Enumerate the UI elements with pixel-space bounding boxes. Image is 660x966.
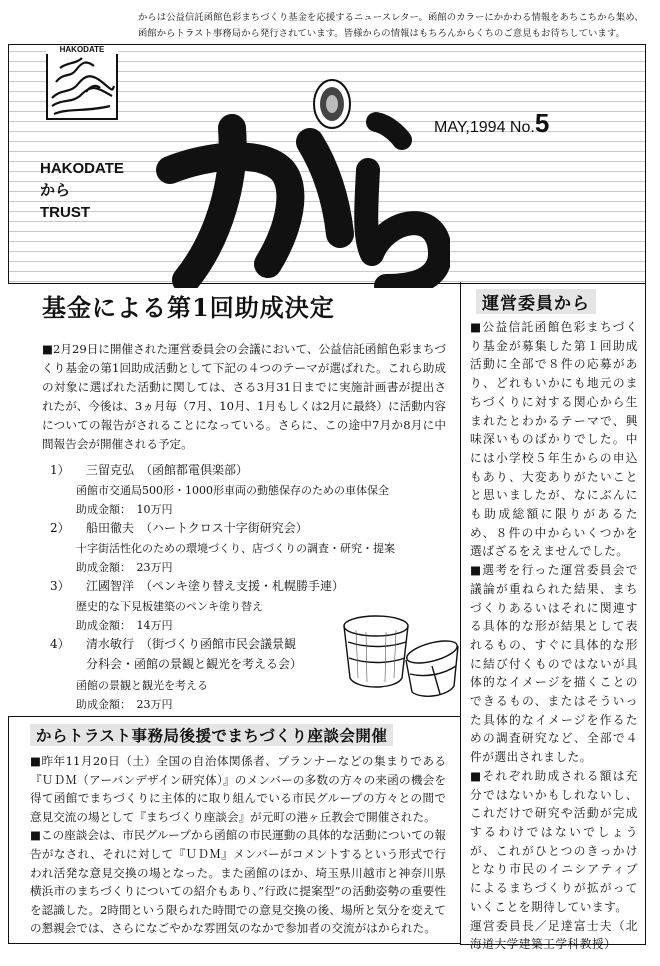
grant-number: 4）: [50, 637, 70, 651]
main-article-title: 基金による第1回助成決定: [42, 293, 335, 322]
grant-amount: 助成金額： 14万円: [76, 619, 173, 632]
grant-description: 函館の景観と観光を考える: [76, 679, 208, 692]
bottom-article-body: [30, 752, 446, 938]
masthead-name-line: から: [40, 182, 71, 199]
grant-recipient: 清水敏行 （街づくり函館市民会議景観: [86, 637, 297, 651]
grant-number: 2）: [50, 521, 70, 535]
grant-number: 3）: [50, 579, 70, 593]
issue-date: MAY,1994: [434, 119, 506, 136]
issue-number: 5: [534, 108, 550, 138]
bottom-article-paragraph: ■この座談会は、市民グループから函館の市民運動の具体的な活動についての報告がなされ、それに対して『ＵＤＭ』メンバーがコメントするという形式で行われ活発な意見交換の場となった。また函館のほか、埼玉県川越市と神奈川県横浜市のまちづくりについての紹介もあり、”行政に提案型”の活動姿勢の重要性を認識した。2時間という限られた時間での意見交換の後、場所と気分を変えての懇親会では、さらになごやかな雰囲気のなかで参加者の交流がはかられた。: [30, 828, 446, 936]
emblem-icon: [312, 78, 352, 130]
masthead-name: [40, 158, 124, 224]
sidebar-paragraph: ■それぞれ助成される額は充分ではないかもしれないし、これだけで研究や活動が完成するわけではないでしょうが、これがひとつのきっかけとなり市民のイニシアティブによるまちづくりが拡がっていくことを期待しています。: [470, 768, 638, 914]
sidebar-paragraph: ■選考を行った運営委員会で議論が重ねられた結果、まちづくりあるいはそれに関連する具体的な形が結果として表れるもの、すぐに具体的な形に結び付くものではないが具体的なイメージを描くことのできるもの、またはそういった具体的なイメージを作るための調査研究など、全部で４件が選出されました。: [470, 563, 638, 765]
grant-description: 十字街活性化のための環境づくり、店づくりの調査・研究・提案: [76, 542, 395, 555]
hakodate-logo-icon: [46, 48, 118, 120]
grant-amount: 助成金額： 23万円: [76, 698, 173, 711]
grant-recipient-continued: 分科会・函館の景観と観光を考える会）: [86, 657, 303, 671]
masthead-name-line: TRUST: [40, 204, 90, 221]
grant-number: 1）: [50, 463, 70, 477]
pots-illustration-icon: [336, 608, 466, 698]
sidebar-heading: 運営委員から: [476, 289, 596, 314]
header-tagline: からは公益信託函館色彩まちづくり基金を応援するニュースレター。函館のカラーにかかわる情報をあちこちから集め、函館からトラスト事務局から発行されています。皆様からの情報はもちろんからくちのご意見もお待ちしています。: [138, 12, 644, 39]
bottom-article-paragraph: ■昨年11月20日（土）全国の自治体関係者、プランナーなどの集まりである『ＵＤＭ（アーバンデザイン研究体）』のメンバーの多数の方々の来函の機会を得て函館でまちづくりに主体的に取り組んでいる市民グループの方々との間で意見交流の場として『まちづくり座談会』が元町の港ヶ丘教会で開催された。: [30, 754, 446, 824]
grant-recipient: 江國智洋 （ペンキ塗り替え支援・札幌勝手連）: [86, 579, 345, 593]
sidebar-paragraph: ■公益信託函館色彩まちづくり基金が募集した第１回助成活動に全部で８件の応募があり、どれもいかにも地元のまちづくりに対する関心から生まれたとわかるテーマで、興味深いものばかりでした。中には小学校５年生からの申込もあり、大変ありがたいことと思いましたが、なにぶんにも助成総額に限りがあるため、８件の中からいくつかを選ばざるをえませんでした。: [470, 320, 638, 559]
masthead-big-title: [150, 58, 450, 288]
bottom-article-heading: からトラスト事務局後援でまちづくり座談会開催: [30, 724, 393, 746]
grant-recipient: 三留克弘 （函館都電倶楽部）: [86, 463, 249, 477]
grant-description: 歴史的な下見板建築のペンキ塗り替え: [76, 600, 263, 613]
grant-amount: 助成金額： 23万円: [76, 561, 173, 574]
main-article-body: ■2月29日に開催された運営委員会の会議において、公益信託函館色彩まちづくり基金の第1回助成活動として下記の４つのテーマが選ばれた。これら助成の対象に選ばれた活動に関しては、さる3月31日までに実施計画書が提出されたが、今後は、3ヵ月毎（7月、10月、1月もしくは2月に最終）に活動内容についての報告がされることになっている。さらに、この途中7月か8月に中間報告会が開催される予定。: [42, 342, 446, 451]
grant-recipient: 船田徹夫 （ハートクロス十字街研究会）: [86, 521, 308, 535]
issue-info: [434, 108, 549, 139]
grant-amount: 助成金額： 10万円: [76, 503, 173, 516]
sidebar-signature: 運営委員長／足達富士夫（北海道大学建築工学科教授）: [470, 918, 638, 952]
logo-label: HAKODATE: [46, 45, 118, 54]
masthead-name-line: HAKODATE: [40, 160, 124, 177]
sidebar-body: [470, 318, 638, 954]
grant-description: 函館市交通局500形・1000形車両の動態保存のための車体保全: [76, 484, 389, 497]
issue-number-label: No.: [509, 119, 535, 136]
